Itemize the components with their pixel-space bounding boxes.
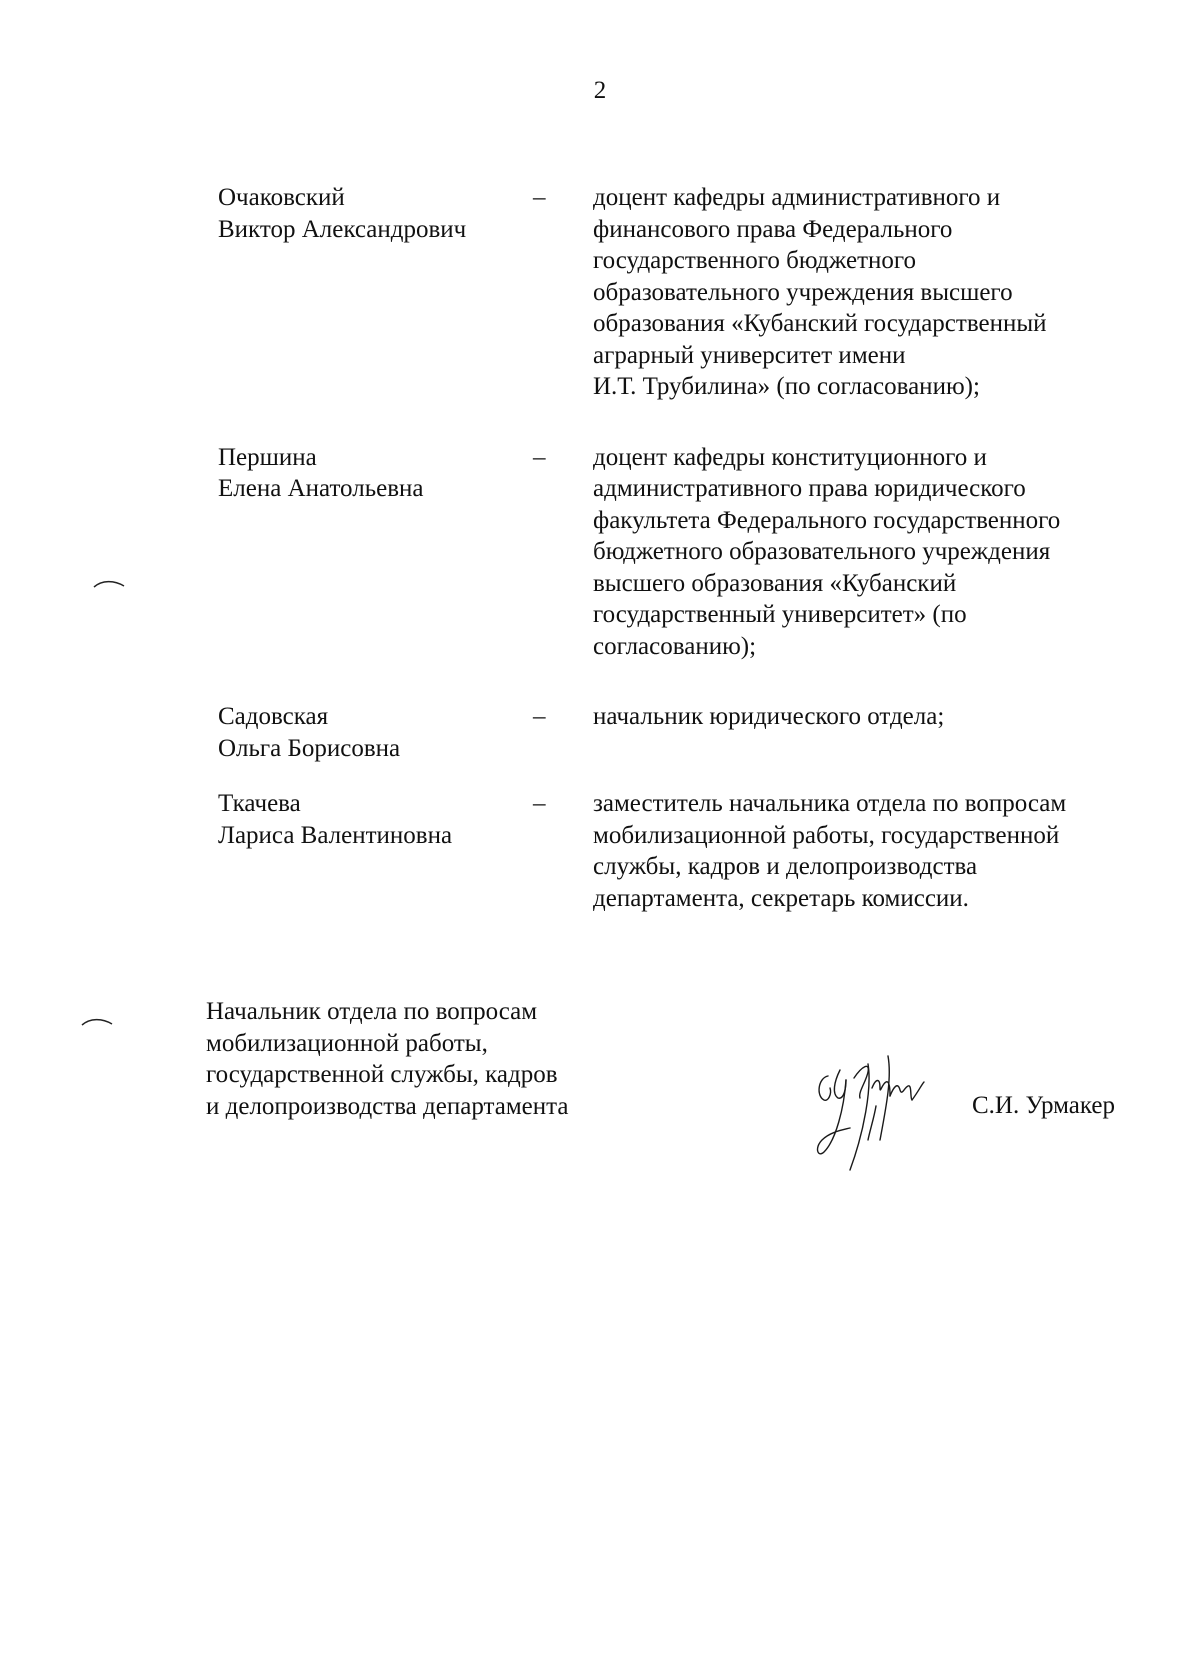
position-line: факультета Федерального государственного	[593, 506, 1061, 534]
position-line: доцент кафедры конституционного и	[593, 443, 987, 471]
position-line: государственного бюджетного	[593, 247, 916, 274]
member-row	[218, 788, 1128, 914]
handwritten-signature	[810, 1048, 940, 1178]
member-dash: –	[533, 790, 546, 817]
member-row	[218, 701, 1128, 764]
member-name	[218, 788, 533, 914]
page-number: 2	[593, 77, 607, 104]
member-surname: Садовская	[218, 703, 329, 730]
member-given-name: Ольга Борисовна	[218, 734, 401, 762]
punch-mark-icon	[80, 1016, 114, 1028]
member-surname: Ткачева	[218, 790, 301, 817]
signatory-title-line: Начальник отдела по вопросам	[206, 998, 538, 1025]
position-line: службы, кадров и делопроизводства	[593, 853, 978, 880]
member-dash: –	[533, 184, 546, 211]
commission-members-list	[218, 182, 1128, 914]
position-line: мобилизационной работы, государственной	[593, 821, 1060, 849]
member-surname: Очаковский	[218, 184, 345, 211]
member-row	[218, 182, 1128, 403]
position-line: согласованию);	[593, 632, 757, 660]
punch-mark-icon	[92, 578, 126, 590]
signer-name: С.И. Урмакер	[972, 1092, 1115, 1119]
position-line: образования «Кубанский государственный	[593, 310, 1047, 337]
position-line: департамента, секретарь комиссии.	[593, 884, 969, 912]
position-line: государственный университет» (по	[593, 601, 967, 628]
member-position	[593, 442, 1125, 663]
position-line: начальник юридического отдела;	[593, 703, 945, 730]
member-position	[593, 788, 1125, 914]
member-given-name: Лариса Валентиновна	[218, 821, 453, 849]
position-line: административного права юридического	[593, 475, 1026, 502]
member-row	[218, 442, 1128, 663]
position-line: доцент кафедры административного и	[593, 184, 1001, 211]
position-line: И.Т. Трубилина» (по согласованию);	[593, 373, 980, 400]
member-position	[593, 182, 1125, 403]
position-line: аграрный университет имени	[593, 341, 906, 369]
position-line: бюджетного образовательного учреждения	[593, 538, 1051, 565]
signatory-title-line: мобилизационной работы,	[206, 1029, 488, 1057]
member-surname: Першина	[218, 443, 317, 471]
position-line: заместитель начальника отдела по вопросам	[593, 790, 1067, 817]
member-given-name: Виктор Александрович	[218, 215, 467, 243]
member-given-name: Елена Анатольевна	[218, 475, 424, 502]
member-name	[218, 442, 533, 663]
member-dash: –	[533, 443, 546, 471]
member-name	[218, 182, 533, 403]
signatory-title	[206, 996, 568, 1122]
signatory-title-line: и делопроизводства департамента	[206, 1092, 569, 1120]
signatory-title-line: государственной службы, кадров	[206, 1061, 558, 1088]
member-dash: –	[533, 703, 546, 730]
member-name	[218, 701, 533, 764]
member-position	[593, 701, 1125, 764]
position-line: финансового права Федерального	[593, 215, 953, 243]
position-line: высшего образования «Кубанский	[593, 569, 957, 597]
position-line: образовательного учреждения высшего	[593, 278, 1013, 306]
